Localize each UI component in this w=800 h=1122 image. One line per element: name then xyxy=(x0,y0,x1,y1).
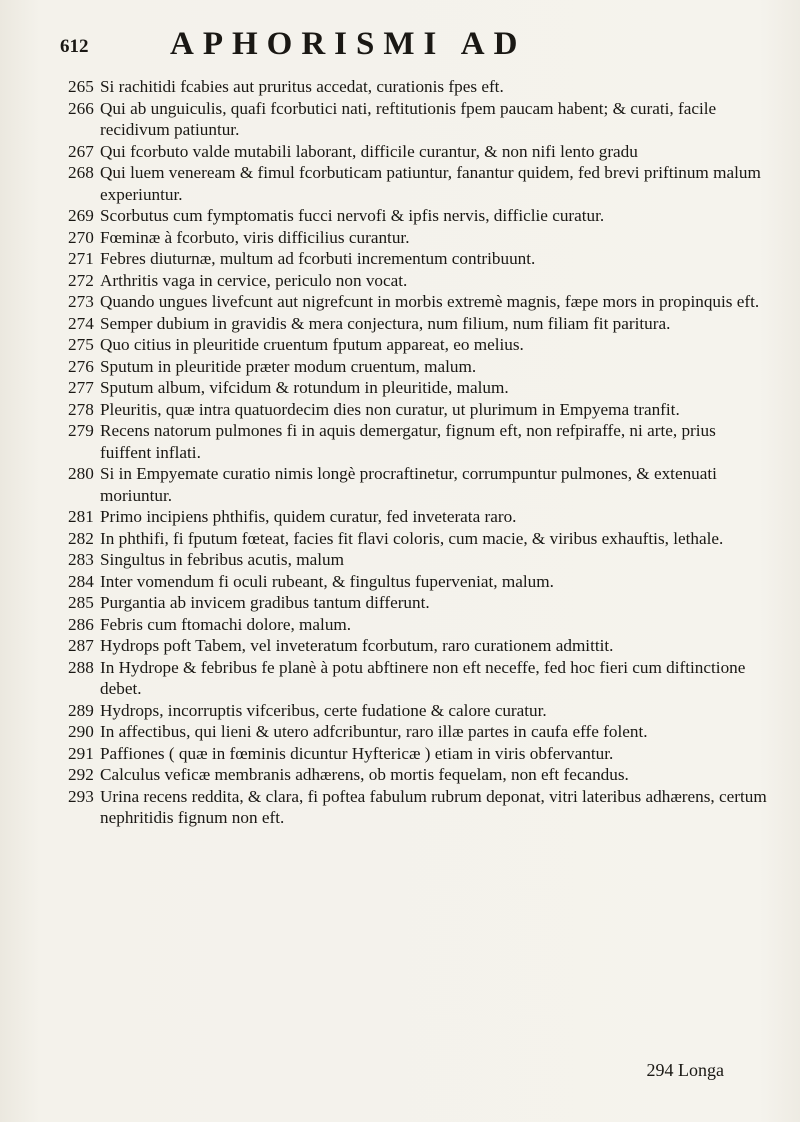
aphorism-entry xyxy=(68,463,768,506)
aphorism-entry xyxy=(68,98,768,141)
aphorism-number: 268 xyxy=(68,163,94,182)
aphorism-entry xyxy=(68,764,768,786)
aphorism-entry xyxy=(68,313,768,335)
aphorism-entry xyxy=(68,786,768,829)
aphorism-number: 266 xyxy=(68,98,94,118)
aphorism-number: 292 xyxy=(68,765,94,784)
aphorism-text: Quo citius in pleuritide cruentum fputum appareat, eo melius. xyxy=(100,335,524,354)
aphorism-number: 291 xyxy=(68,743,94,763)
aphorism-number: 289 xyxy=(68,700,94,720)
aphorism-number: 275 xyxy=(68,335,94,354)
aphorism-number: 287 xyxy=(68,636,94,655)
aphorism-number: 280 xyxy=(68,464,94,483)
aphorism-text: Qui ab unguiculis, quafi fcorbutici nati, reftitutionis fpem paucam habent; & curati, facile recidivum patiuntur. xyxy=(100,98,717,139)
aphorism-text: In phthifi, fi fputum fœteat, facies fit flavi coloris, cum macie, & viribus exhauftis, lethale. xyxy=(100,528,724,548)
aphorism-text: Quando ungues livefcunt aut nigrefcunt in morbis extremè magnis, fæpe mors in propinquis eft. xyxy=(100,292,760,311)
aphorism-text: Purgantia ab invicem gradibus tantum differunt. xyxy=(100,593,430,612)
aphorism-entry xyxy=(68,356,768,378)
aphorism-text: Sputum album, vifcidum & rotundum in pleuritide, malum. xyxy=(100,378,509,397)
aphorism-entry xyxy=(68,227,768,249)
aphorism-entry xyxy=(68,248,768,270)
aphorism-text: Fœminæ à fcorbuto, viris difficilius curantur. xyxy=(100,227,410,247)
aphorism-number: 279 xyxy=(68,421,94,440)
aphorism-number: 282 xyxy=(68,528,94,548)
aphorism-number: 288 xyxy=(68,657,94,677)
aphorism-number: 290 xyxy=(68,722,94,741)
aphorism-entry xyxy=(68,700,768,722)
aphorism-number: 274 xyxy=(68,313,94,333)
aphorism-text: Pleuritis, quæ intra quatuordecim dies non curatur, ut plurimum in Empyema tranfit. xyxy=(100,399,680,419)
aphorism-entry xyxy=(68,270,768,292)
aphorism-entry xyxy=(68,291,768,313)
aphorism-number: 276 xyxy=(68,356,94,376)
aphorism-text: Primo incipiens phthifis, quidem curatur, fed inveterata raro. xyxy=(100,507,517,526)
aphorism-entry xyxy=(68,334,768,356)
aphorism-entry xyxy=(68,614,768,636)
aphorism-number: 286 xyxy=(68,614,94,634)
aphorism-text: Si in Empyemate curatio nimis longè procraftinetur, corrumpuntur pulmones, & extenuati moriuntur. xyxy=(100,464,717,505)
aphorism-entry xyxy=(68,635,768,657)
aphorism-entry xyxy=(68,743,768,765)
aphorism-number: 281 xyxy=(68,507,94,526)
aphorism-entry xyxy=(68,420,768,463)
aphorism-text: Si rachitidi fcabies aut pruritus accedat, curationis fpes eft. xyxy=(100,77,504,96)
aphorism-text: In Hydrope & febribus fe planè à potu abftinere non eft neceffe, fed hoc fieri cum diftinctione debet. xyxy=(100,657,746,698)
aphorism-entry xyxy=(68,76,768,98)
aphorism-text: Urina recens reddita, & clara, fi poftea fabulum rubrum deponat, vitri lateribus adhærens, certum nephritidis fignum non eft. xyxy=(100,786,767,827)
aphorism-entry xyxy=(68,592,768,614)
aphorism-number: 273 xyxy=(68,292,94,311)
aphorism-text: Scorbutus cum fymptomatis fucci nervofi & ipfis nervis, difficlie curatur. xyxy=(100,206,605,225)
aphorism-text: Inter vomendum fi oculi rubeant, & fingultus fuperveniat, malum. xyxy=(100,571,554,591)
aphorism-text: Febres diuturnæ, multum ad fcorbuti incrementum contribuunt. xyxy=(100,249,536,268)
aphorism-text: Singultus in febribus acutis, malum xyxy=(100,550,344,569)
aphorism-text: Hydrops poft Tabem, vel inveteratum fcorbutum, raro curationem admittit. xyxy=(100,636,614,655)
aphorism-text: Qui fcorbuto valde mutabili laborant, difficile curantur, & non nifi lento gradu xyxy=(100,141,638,161)
aphorism-number: 271 xyxy=(68,249,94,268)
aphorism-list xyxy=(68,76,768,829)
aphorism-text: Arthritis vaga in cervice, periculo non vocat. xyxy=(100,270,408,290)
aphorism-entry xyxy=(68,549,768,571)
aphorism-text: In affectibus, qui lieni & utero adfcribuntur, raro illæ partes in caufa effe folent. xyxy=(100,722,648,741)
aphorism-number: 277 xyxy=(68,378,94,397)
aphorism-number: 270 xyxy=(68,227,94,247)
aphorism-text: Calculus veficæ membranis adhærens, ob mortis fequelam, non eft fecandus. xyxy=(100,765,629,784)
aphorism-number: 267 xyxy=(68,141,94,161)
aphorism-number: 285 xyxy=(68,593,94,612)
catchword: 294 Longa xyxy=(646,1060,724,1080)
aphorism-entry xyxy=(68,162,768,205)
aphorism-number: 278 xyxy=(68,399,94,419)
aphorism-text: Paffiones ( quæ in fœminis dicuntur Hyftericæ ) etiam in viris obfervantur. xyxy=(100,743,614,763)
aphorism-entry xyxy=(68,141,768,163)
aphorism-number: 284 xyxy=(68,571,94,591)
aphorism-entry xyxy=(68,657,768,700)
aphorism-entry xyxy=(68,571,768,593)
page-header xyxy=(60,26,760,70)
aphorism-number: 272 xyxy=(68,270,94,290)
aphorism-text: Qui luem veneream & fimul fcorbuticam patiuntur, fanantur quidem, fed brevi priftinum malum experiuntur. xyxy=(100,163,761,204)
aphorism-number: 265 xyxy=(68,77,94,96)
running-title: APHORISMI AD xyxy=(170,26,527,62)
aphorism-number: 293 xyxy=(68,786,94,806)
aphorism-entry xyxy=(68,528,768,550)
aphorism-text: Semper dubium in gravidis & mera conjectura, num filium, num filiam fit paritura. xyxy=(100,313,671,333)
aphorism-number: 283 xyxy=(68,550,94,569)
aphorism-text: Febris cum ftomachi dolore, malum. xyxy=(100,614,352,634)
aphorism-text: Recens natorum pulmones fi in aquis demergatur, fignum eft, non refpiraffe, ni arte, prius fuiffent inflati. xyxy=(100,421,716,462)
page-number: 612 xyxy=(60,36,89,57)
aphorism-text: Hydrops, incorruptis vifceribus, certe fudatione & calore curatur. xyxy=(100,700,547,720)
aphorism-entry xyxy=(68,399,768,421)
aphorism-number: 269 xyxy=(68,206,94,225)
aphorism-entry xyxy=(68,721,768,743)
aphorism-entry xyxy=(68,506,768,528)
aphorism-entry xyxy=(68,377,768,399)
aphorism-text: Sputum in pleuritide præter modum cruentum, malum. xyxy=(100,356,477,376)
aphorism-entry xyxy=(68,205,768,227)
